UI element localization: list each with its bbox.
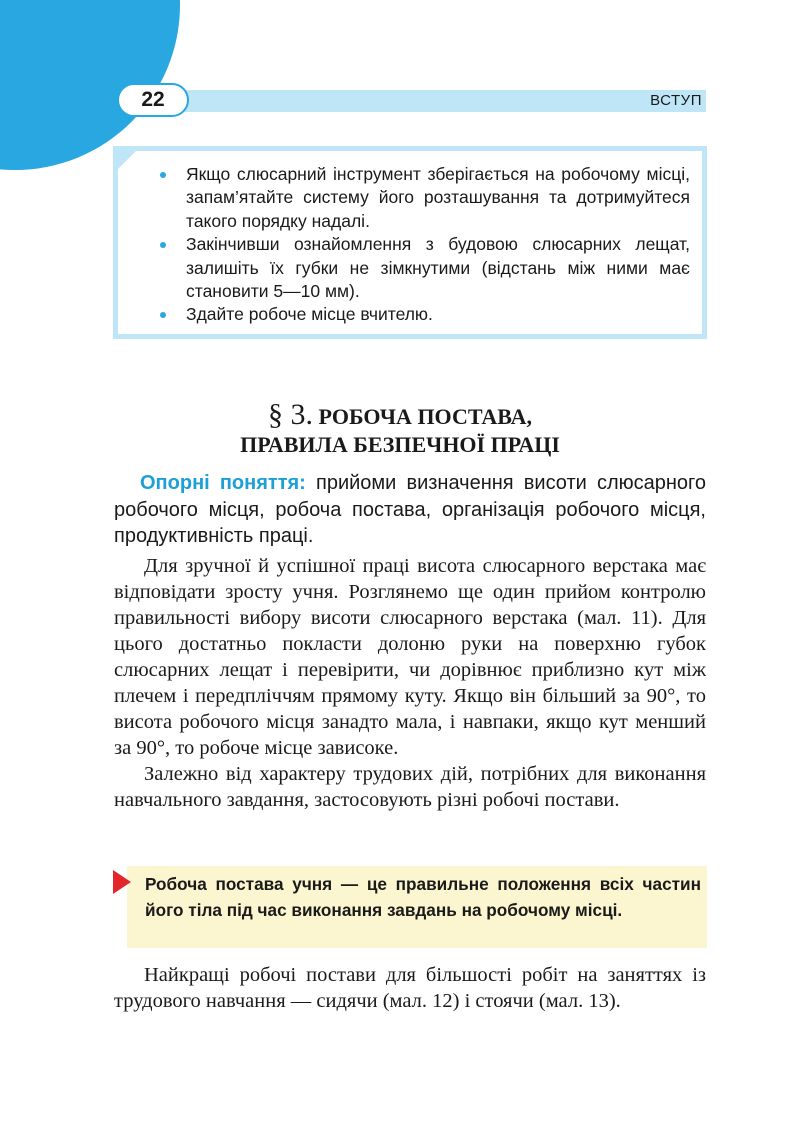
list-item: [160, 163, 690, 233]
bullet-dot-icon: [160, 312, 166, 318]
section-heading-text-1: РОБОЧА ПОСТАВА,: [318, 404, 532, 429]
list-item: [160, 303, 690, 326]
section-heading-line-1: [100, 398, 700, 432]
definition-text: Робоча постава учня — це правильне положення всіх частин його тіла під час виконання завдань на робочому місці.: [145, 874, 701, 920]
list-item: [160, 233, 690, 303]
key-concepts-text: прийоми визначення висоти слюсарного робочого місця, робоча постава, організація робочого місця, продуктивність праці.: [114, 472, 707, 547]
page-number-badge: [117, 83, 189, 117]
paragraph: Найкращі робочі постави для більшості робіт на заняттях із трудового навчання — сидячи (мал. 12) і стоячи (мал. 13).: [114, 964, 706, 1012]
header-band: [150, 90, 706, 112]
key-concepts: [114, 470, 706, 550]
paragraph: Залежно від характеру трудових дій, потрібних для виконання навчального завдання, застосовують різні робочі постави.: [114, 763, 706, 811]
section-number: § 3.: [268, 398, 314, 431]
definition-marker-icon: [113, 870, 131, 894]
key-concepts-label: Опорні поняття:: [140, 472, 306, 494]
list-item-text: Здайте робоче місце вчителю.: [186, 304, 433, 325]
section-heading-line-2: ПРАВИЛА БЕЗПЕЧНОЇ ПРАЦІ: [240, 432, 560, 457]
main-text-block-1: [114, 553, 706, 813]
safety-box-corner-notch: [113, 146, 141, 174]
paragraph: Для зручної й успішної праці висота слюсарного верстака має відповідати зросту учня. Розглянемо ще один прийом контролю правильності вибору висоти слюсарного верстака (мал. 11). Для цього достатньо покласти долоню руки на поверхню губок слюсарних лещат і перевірити, чи дорівнює приблизно кут між плечем і передпліччям прямому куту. Якщо він більший за 90°, то висота робочого місця занадто мала, і навпаки, якщо кут менший за 90°, то робоче місце зависоке.: [114, 555, 706, 759]
list-item-text: Якщо слюсарний інструмент зберігається на робочому місці, запам’ятайте систему його розташування та дотримуйтеся такого порядку надалі.: [186, 164, 690, 231]
bullet-dot-icon: [160, 172, 166, 178]
main-text-block-2: [114, 962, 706, 1014]
section-title: ВСТУП: [650, 92, 702, 109]
safety-rules-list: [160, 163, 690, 327]
bullet-dot-icon: [160, 242, 166, 248]
list-item-text: Закінчивши ознайомлення з будовою слюсарних лещат, залишіть їх губки не зімкнутими (відстань між ними має становити 5—10 мм).: [186, 234, 690, 302]
page-number: 22: [141, 88, 165, 111]
